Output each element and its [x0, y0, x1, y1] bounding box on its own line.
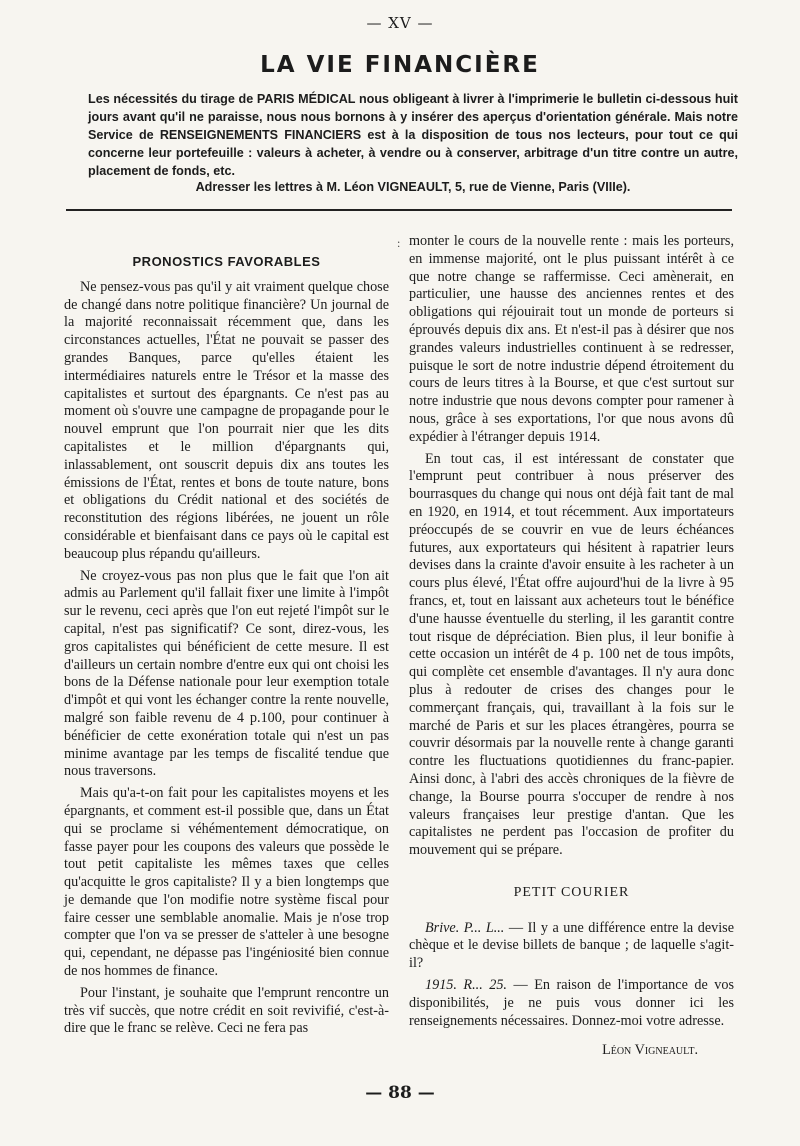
- left-column: [64, 253, 389, 1042]
- page-footer-number: — 88 —: [365, 1083, 435, 1103]
- article-paragraph: Pour l'instant, je souhaite que l'emprunt rencontre un très vif succès, que notre crédit en soit revivifié, c'est-à-dire que le franc se relève. Ceci ne fera pas: [64, 984, 389, 1037]
- courier-item: [409, 977, 734, 1030]
- intro-notice: Les nécessités du tirage de PARIS MÉDICAL nous obligeant à livrer à l'imprimerie le bulletin ci-dessous huit jours avant qu'il ne paraisse, nous nous bornons à y insérer des aperçus d'orientation générale. Mais notre Service de RENSEIGNEMENTS FINANCIERS est à la disposition de tous nos lecteurs, pour tout ce qui concerne leur portefeuille : valeurs à acheter, à vendre ou à conserver, arbitrage d'un titre contre un autre, placement de fonds, etc.: [88, 92, 738, 178]
- petit-courier-section: [409, 884, 734, 1060]
- courier-heading: PETIT COURIER: [513, 884, 630, 900]
- right-column: [409, 233, 734, 1060]
- article-heading: PRONOSTICS FAVORABLES: [132, 254, 321, 269]
- article-paragraph: Ne pensez-vous pas qu'il y ait vraiment quelque chose de changé dans notre politique financière? Un journal de la majorité reconnaissait récemment que, dans les circonstances actuelles, l'État ne pouvait se passer des grandes Banques, parce qu'elles étaient les intermédiaires naturels entre le Trésor et la masse des capitalistes et surtout des épargnants. Ce n'est pas au moment où s'ouvre une campagne de propagande pour le nouvel emprunt que l'on pourrait nier que les dits capitalistes et le million d'épargnants qui, inlassablement, ont souscrit depuis dix ans toutes les émissions de l'État, rentes et bons de toute nature, bons et obligations du Crédit national et des sociétés de reconstitution des régions libérées, ne jouent un rôle considérable et bienfaisant dans ce pays où le capital est beaucoup plus répandu qu'ailleurs.: [64, 278, 389, 562]
- article-paragraph: Ne croyez-vous pas non plus que le fait que l'on ait admis au Parlement qu'il fallait fixer une limite à l'impôt sur le revenu, ceci après que l'on eut rejeté l'impôt sur le capital, n'est pas significatif? Ce sont, direz-vous, les gros capitalistes qui bénéficient de cette mesure. Il est d'ailleurs un certain nombre d'entre eux qui ont choisi les bons de la Défense nationale pour leur exemption totale d'impôt et qui vont les échanger contre la rente nouvelle, malgré son faible revenu de 4 p.100, pour continuer à bénéficier de cette exonération totale qui n'est un pas minime avantage par les temps de fiscalité tendue que nous traversons.: [64, 567, 389, 780]
- courier-item-text: — Il y a une différence entre la devise chèque et le devise billets de banque ; de laquelle s'agit-il?: [409, 919, 734, 972]
- article-paragraph: monter le cours de la nouvelle rente : mais les porteurs, en immense majorité, ont le plus puissant intérêt à ce que notre change se raffermisse. Ceci amènerait, en particulier, une hausse des anciennes rentes et des obligations qui réjouirait tout un monde de porteurs si éprouvés depuis dix ans. Et n'est-il pas à désirer que nos grandes valeurs industrielles continuent à se redresser, puisque le sort de notre industrie dépend étroitement du cours de leurs titres à la Bourse, et que c'est surtout sur notre industrie que nous devons compter pour ramener à nous, grâce à ses exportations, l'or que nous avons dû expédier à l'étranger depuis 1914.: [409, 233, 734, 445]
- courier-item-text: — En raison de l'importance de vos disponibilités, je ne puis vous donner ici les renseignements nécessaires. Donnez-moi votre adresse.: [409, 977, 734, 1029]
- signature: Léon Vigneault.: [602, 1042, 698, 1059]
- page-header-number: — XV —: [366, 14, 434, 32]
- intro-address: Adresser les lettres à M. Léon VIGNEAULT, 5, rue de Vienne, Paris (VIIIe).: [195, 180, 631, 194]
- divider-rule: [66, 209, 732, 211]
- article-paragraph: En tout cas, il est intéressant de constater que l'emprunt peut contribuer à nous préserver des bourrasques du change qui nous ont déjà fait tant de mal en 1920, en 1914, et tout récemment. Aux importateurs préoccupés de se couvrir en vue de leurs échéances futures, aux exportateurs qui hésitent à rapatrier leurs devises dans la crainte d'avoir ensuite à les racheter à un cours plus élevé, l'État offre aujourd'hui de la livre à 95 francs, et, tout en laissant aux acheteurs tout le bénéfice d'une hausse éventuelle du sterling, il les garantit contre tout risque de dépréciation. Bien plus, il leur bonifie à cette occasion un intérêt de 4 p. 100 net de tous impôts, qui complète cet ensemble d'avantages. Il n'y aura donc plus à redouter de crises des changes pour le commerçant français, qui, travaillant à la fois sur le marché de Paris et sur les places étrangères, pourra se couvrir désormais par la nouvelle rente à change garanti contre les fluctuations quotidiennes du franc-papier. Ainsi donc, à l'abri des accès chroniques de la fièvre de change, la Bourse pourra s'occuper de rendre à nos valeurs françaises leur prestige d'antan. Que les capitalistes ne perdent pas l'occasion de profiter du mouvement qui se prépare.: [409, 450, 734, 859]
- column-mark: :: [397, 236, 401, 250]
- article-paragraph: Mais qu'a-t-on fait pour les capitalistes moyens et les épargnants, et comment est-il possible que, dans un État qui se proclame si véhémentement démocratique, on fasse payer pour les coupons des valeurs que possède le tout petit capitaliste les mêmes taxes que celles qu'acquitte le gros capitaliste? Il y a bien longtemps que je demande que l'on modifie notre système fiscal pour faire cesser une semblable anomalie. Mais je n'ose trop compter que l'on va se presser de s'atteler à une besogne qui, cependant, ne dépasse pas l'ingéniosité bien connue de nos hommes de finance.: [64, 785, 389, 980]
- page-title: LA VIE FINANCIÈRE: [260, 52, 540, 78]
- courier-item-ref: 1915. R... 25.: [425, 977, 507, 994]
- courier-item-ref: Brive. P... L...: [425, 919, 505, 936]
- courier-item: [409, 920, 734, 973]
